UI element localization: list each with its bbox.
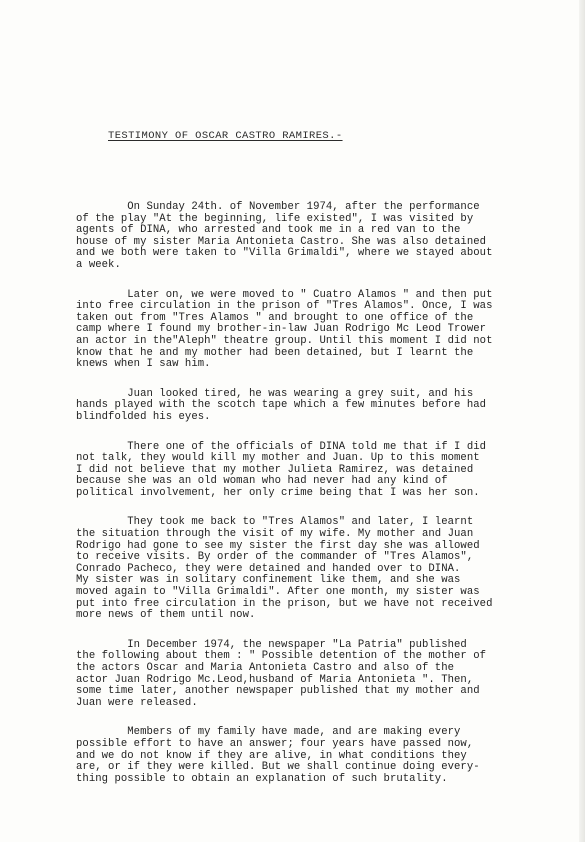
text-line: moved again to "Villa Grimaldi". After one month, my sister was [76, 586, 480, 599]
text-line: Juan were released. [76, 696, 198, 709]
text-line: to receive visits. By order of the commander of "Tres Alamos", [76, 551, 474, 564]
text-line: put into free circulation in the prison, but we have not received [76, 597, 493, 610]
text-line: actor Juan Rodrigo Mc.Leod,husband of Maria Antonieta ". Then, [76, 673, 474, 686]
paragraph-7 [76, 727, 521, 785]
text-line: knews when I saw him. [76, 358, 211, 371]
text-line: possible effort to have an answer; four years have passed now, [76, 737, 474, 750]
text-line: Later on, we were moved to " Cuatro Alamos " and then put [76, 288, 493, 301]
text-line: and we both were taken to "Villa Grimaldi", where we stayed about [76, 247, 493, 260]
text-line: some time later, another newspaper published that my mother and [76, 685, 480, 698]
text-line: hands played with the scotch tape which a few minutes before had [76, 399, 487, 412]
text-line: not talk, they would kill my mother and Juan. Up to this moment [76, 452, 480, 465]
text-line: an actor in the"Aleph" theatre group. Until this moment I did not [76, 334, 493, 347]
text-line: more news of them until now. [76, 609, 256, 622]
text-line: Rodrigo had gone to see my sister the first day she was allowed [76, 539, 480, 552]
text-line: and we do not know if they are alive, in what conditions they [76, 749, 467, 762]
text-line: know that he and my mother had been detained, but I learnt the [76, 346, 474, 359]
text-line: a week. [76, 258, 121, 271]
text-line: of the play "At the beginning, life existed", I was visited by [76, 212, 474, 225]
text-line: Members of my family have made, and are making every [76, 726, 461, 739]
text-line: I did not believe that my mother Julieta Ramirez, was detained [76, 463, 474, 476]
text-line: thing possible to obtain an explanation of such brutality. [76, 772, 448, 785]
text-line: into free circulation in the prison of "Tres Alamos". Once, I was [76, 300, 493, 313]
text-line: political involvement, her only crime being that I was her son. [76, 486, 480, 499]
text-line: because she was an old woman who had never had any kind of [76, 475, 448, 488]
text-line: They took me back to "Tres Alamos" and later, I learnt [76, 516, 474, 529]
paragraph-3 [76, 389, 521, 424]
paragraph-1 [76, 202, 521, 272]
document-title: TESTIMONY OF OSCAR CASTRO RAMIRES.- [108, 130, 343, 142]
text-line: There one of the officials of DINA told me that if I did [76, 440, 487, 453]
paragraph-5 [76, 517, 521, 621]
text-line: agents of DINA, who arrested and took me in a red van to the [76, 224, 461, 237]
text-line: Conrado Pacheco, they were detained and handed over to DINA. [76, 562, 461, 575]
page-edge-shadow [579, 0, 585, 842]
text-line: camp where I found my brother-in-law Juan Rodrigo Mc Leod Trower [76, 323, 487, 336]
text-line: blindfolded his eyes. [76, 410, 211, 423]
text-line: taken out from "Tres Alamos " and brought to one office of the [76, 311, 474, 324]
text-line: the following about them : " Possible detention of the mother of [76, 650, 487, 663]
document-body [76, 202, 521, 803]
paragraph-4 [76, 442, 521, 500]
paragraph-2 [76, 290, 521, 371]
text-line: the actors Oscar and Maria Antonieta Castro and also of the [76, 662, 455, 674]
text-line: My sister was in solitary confinement like them, and she was [76, 574, 461, 587]
paragraph-6 [76, 640, 521, 710]
text-line: the situation through the visit of my wife. My mother and Juan [76, 528, 474, 541]
text-line: Juan looked tired, he was wearing a grey suit, and his [76, 387, 474, 400]
text-line: house of my sister Maria Antonieta Castro. She was also detained [76, 235, 487, 248]
text-line: are, or if they were killed. But we shall continue doing every- [76, 761, 480, 774]
text-line: In December 1974, the newspaper "La Patria" published [76, 638, 467, 651]
text-line: On Sunday 24th. of November 1974, after the performance [76, 201, 480, 213]
